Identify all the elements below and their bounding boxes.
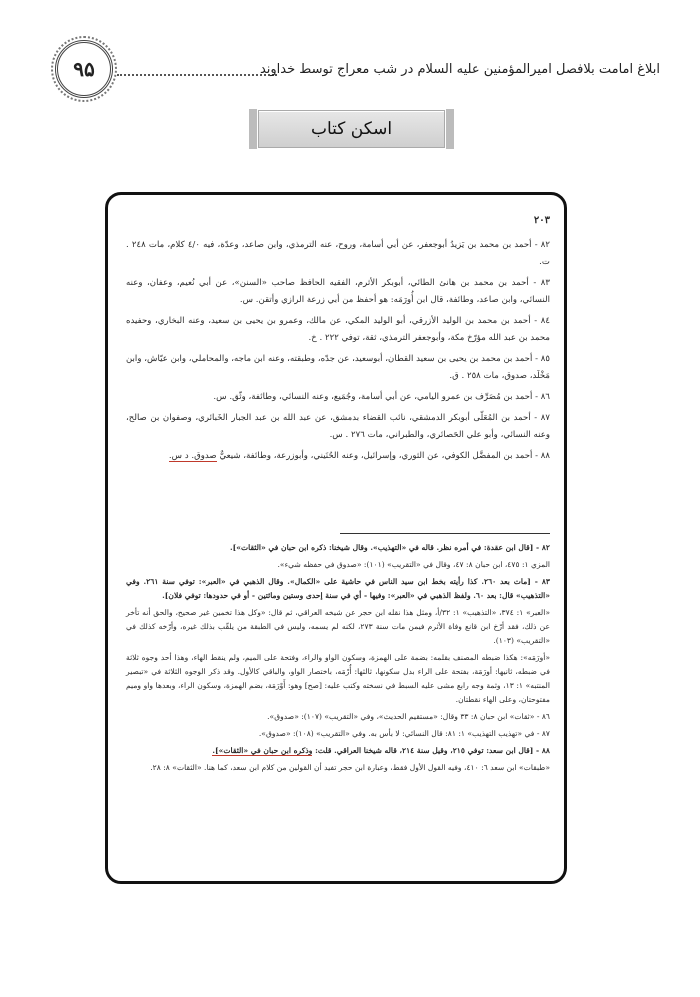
note-88-detail: «طبقات» ابن سعد ٦: ٤١٠، وفيه القول الأول فقط، وعبارة ابن حجر تفيد أن القولين من كلام ابن سعد، كما هنا. «الثقات» ٨: ٢٨. [150,763,550,772]
scanned-page-frame [105,192,567,884]
entry-84: ٨٤ - أحمد بن محمد بن الوليد الأزرقي، أبو الوليد المكي، عن مالك، وعمرو بن يحيى بن سعيد، وعنه البخاري، وحفيده محمد بن عبد الله مؤرّخ مكة، وأبوجعفر الترمذي، ثقة، توفي ٢٢٢ . خ. [126,316,550,343]
running-title: ابلاغ امامت بلافصل امیرالمؤمنین علیه السلام در شب معراج توسط خداوند [259,62,660,77]
biography-entries [126,237,550,469]
note-87: ٨٧ - في «تهذيب التهذيب» ١: ٨١: قال النسائي: لا بأس به. وفي «التقريب» (١٠٨): «صدوق». [258,729,550,738]
scan-book-badge [258,110,445,148]
entry-88-text: ٨٨ - أحمد بن المفضَّل الكوفي، عن الثوري، وإسرائيل، وعنه الحُنَيني، وأبوزرعة، وطائفة، شيعيٌّ [219,451,550,461]
entry-88-underlined: صدوق. د س. [168,451,217,461]
scan-book-label: اسکن کتاب [310,119,393,139]
scanned-page [126,215,550,863]
note-83-detail: «العبر» ١: ٣٧٤، «التذهيب» ١: ٣٢/أ، ومثل هذا نقله ابن حجر عن شيخه العراقي، ثم قال: «وكل هذا تخمين غير صحيح، والحق أنه تأخر عن ذلك، فقد أرّخ ابن قانع وفاة الأثرم فيمن مات سنة ٢٧٣، لكنه لم يسمه، وليس في الطبقة من يلقّب بذلك غيره، وأرّخه كذلك في «التقريب» (١٠٣). [126,608,550,645]
note-86: ٨٦ - «ثقات» ابن حبان ٨: ٣٣ وقال: «مستقيم الحديث»، وفي «التقريب» (١٠٧): «صدوق». [267,712,550,721]
entry-82: ٨٢ - أحمد بن محمد بن يَزيدُ أبوجعفر، عن أبي أسامة، وروح، عنه الترمذي، وابن صاعد، وعدّة، فيه ٤/٠ كلام، مات ٢٤٨ . ت. [126,240,550,267]
note-82-detail: المزي ١: ٤٧٥، ابن حبان ٨: ٤٧، وقال في «التقريب» (١٠١): «صدوق في حفظه شيء». [277,560,550,569]
note-83: ٨٣ - [مات بعد ٢٦٠. كذا رأيته بخط ابن سيد الناس في حاشية على «الكمال». وقال الذهبي في «العبر»: توفي سنة ٢٦١. وفي «التذهيب» قال: بعد ٦٠. ولفظ الذهبي في «العبر»: وفيها - أي في سنة إحدى وستين ومائتين - أو في حدودها: توفي فلان]. [126,577,550,600]
note-88-underlined: وذكره ابن حبان في «الثقات»]. [212,746,313,755]
header-dotted-rule [117,74,277,76]
entry-88 [126,448,550,465]
note-83-orthography: «أورَمَه»: هكذا ضبطه المصنف بقلمه: بضمة على الهمزة، وسكون الواو والراء، وفتحة على الميم، ولم ينقط الهاء، وهذا أحد وجوه ثلاثة في ضبطه، ثانيها: أورَمَة، بفتحة على الراء بدل سكونها، ثالثها: أُرْمَه، باختصار الواو، والباقي كالأول. وقد ذكر الوجوه الثلاثة في «تبصير المنتبه» ١: ١٣، وثمة وجه رابع مشى عليه السبط في نسخته وكتب عليه: [صح] وهو: أَوْرَمَة، بضم الهمزة، وسكون الراء، وبعدها واو وميم مفتوحتان، وعلى الهاء نقطتان. [126,653,550,704]
page-header [55,38,660,98]
footnotes [126,541,550,778]
entry-87: ٨٧ - أحمد بن المُعَلّى أبوبكر الدمشقي، نائب القضاء بدمشق، عن عبد الله بن عبد الجبار الخَبائري، وصفوان بن صالح، وعنه النسائي، وأبو علي الحَصائري، والطبراني، مات ٢٧٦ . س. [126,413,550,440]
entry-86: ٨٦ - أحمد بن مُصَرِّف بن عمرو اليامي، عن أبي أسامة، وجُمَيع، وعنه النسائي، وطائفة، وثّق. س. [213,392,550,402]
page-number-badge [55,40,113,98]
page-number: ۹۵ [73,57,95,81]
note-88-text: ٨٨ - [قال ابن سعد: توفي ٢١٥، وقيل سنة ٢١٤، قاله شيخنا العراقي. قلت: [315,746,550,755]
footnotes-rule [340,533,550,534]
entry-83: ٨٣ - أحمد بن محمد بن هانئ الطائي، أبوبكر الأثرم، الفقيه الحافظ صاحب «السنن»، عن أبي نُعيم، وعفان، وعنه النسائي، وابن صاعد، وطائفة، قال ابن أُورَمَه: هو أحفظ من أبي زرعة الرازي وأتقن. س. [126,278,550,305]
scanned-page-number: ٢٠٣ [533,215,550,226]
note-88 [126,744,550,758]
entry-85: ٨٥ - أحمد بن محمد بن يحيى بن سعيد القطان، أبوسعيد، عن جدّه، وطبقته، وعنه ابن ماجه، والمحاملي، وابن عيّاش، وابن مَخْلَد، صدوق، مات ٢٥٨ . ق. [126,354,550,381]
note-82: ٨٢ - [قال ابن عقدة: في أمره نظر. قاله في «التهذيب». وقال شيخنا: ذكره ابن حبان في «الثقات»]. [230,543,550,552]
